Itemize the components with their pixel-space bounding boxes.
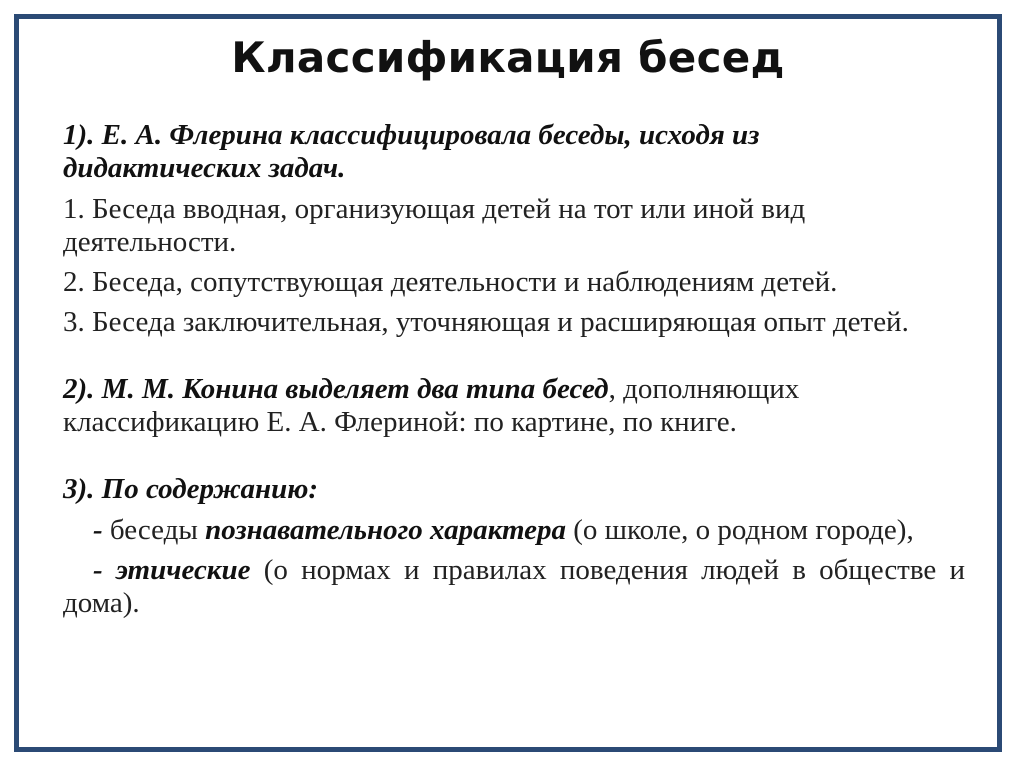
section-1-item-2: 2. Беседа, сопутствующая деятельности и наблюдениям детей. xyxy=(63,266,838,298)
slide-title: Классификация бесед xyxy=(231,33,785,82)
section-3-item-2-after: (о нормах и правилах поведения людей в обществе и дома). xyxy=(63,554,966,619)
section-3-item-2-dash: - этические xyxy=(93,554,251,586)
section-2-rest: , дополняющих классификацию Е. А. Флериной: по картине, по книге. xyxy=(63,373,800,438)
section-1-item-1: 1. Беседа вводная, организующая детей на тот или иной вид деятельности. xyxy=(63,193,806,258)
section-2-lead: 2). М. М. Конина выделяет два типа бесед xyxy=(63,373,609,405)
section-3-item-1-before: беседы xyxy=(102,514,206,546)
section-3-item-2 xyxy=(63,554,965,620)
section-1-heading: 1). Е. А. Флерина классифицировала беседы, исходя из дидактических задач. xyxy=(63,119,760,184)
section-3-item-1-after: (о школе, о родном городе), xyxy=(566,514,914,546)
section-3-item-1-emph: познавательного характера xyxy=(205,514,567,546)
slide-content xyxy=(63,119,965,627)
section-1-item-3: 3. Беседа заключительная, уточняющая и расширяющая опыт детей. xyxy=(63,306,909,338)
section-3-item-1-dash: - xyxy=(93,514,103,546)
section-2-paragraph xyxy=(63,373,965,439)
section-3-item-1 xyxy=(63,514,965,547)
slide-frame xyxy=(14,14,1002,752)
section-3-heading: 3). По содержанию: xyxy=(63,473,319,505)
